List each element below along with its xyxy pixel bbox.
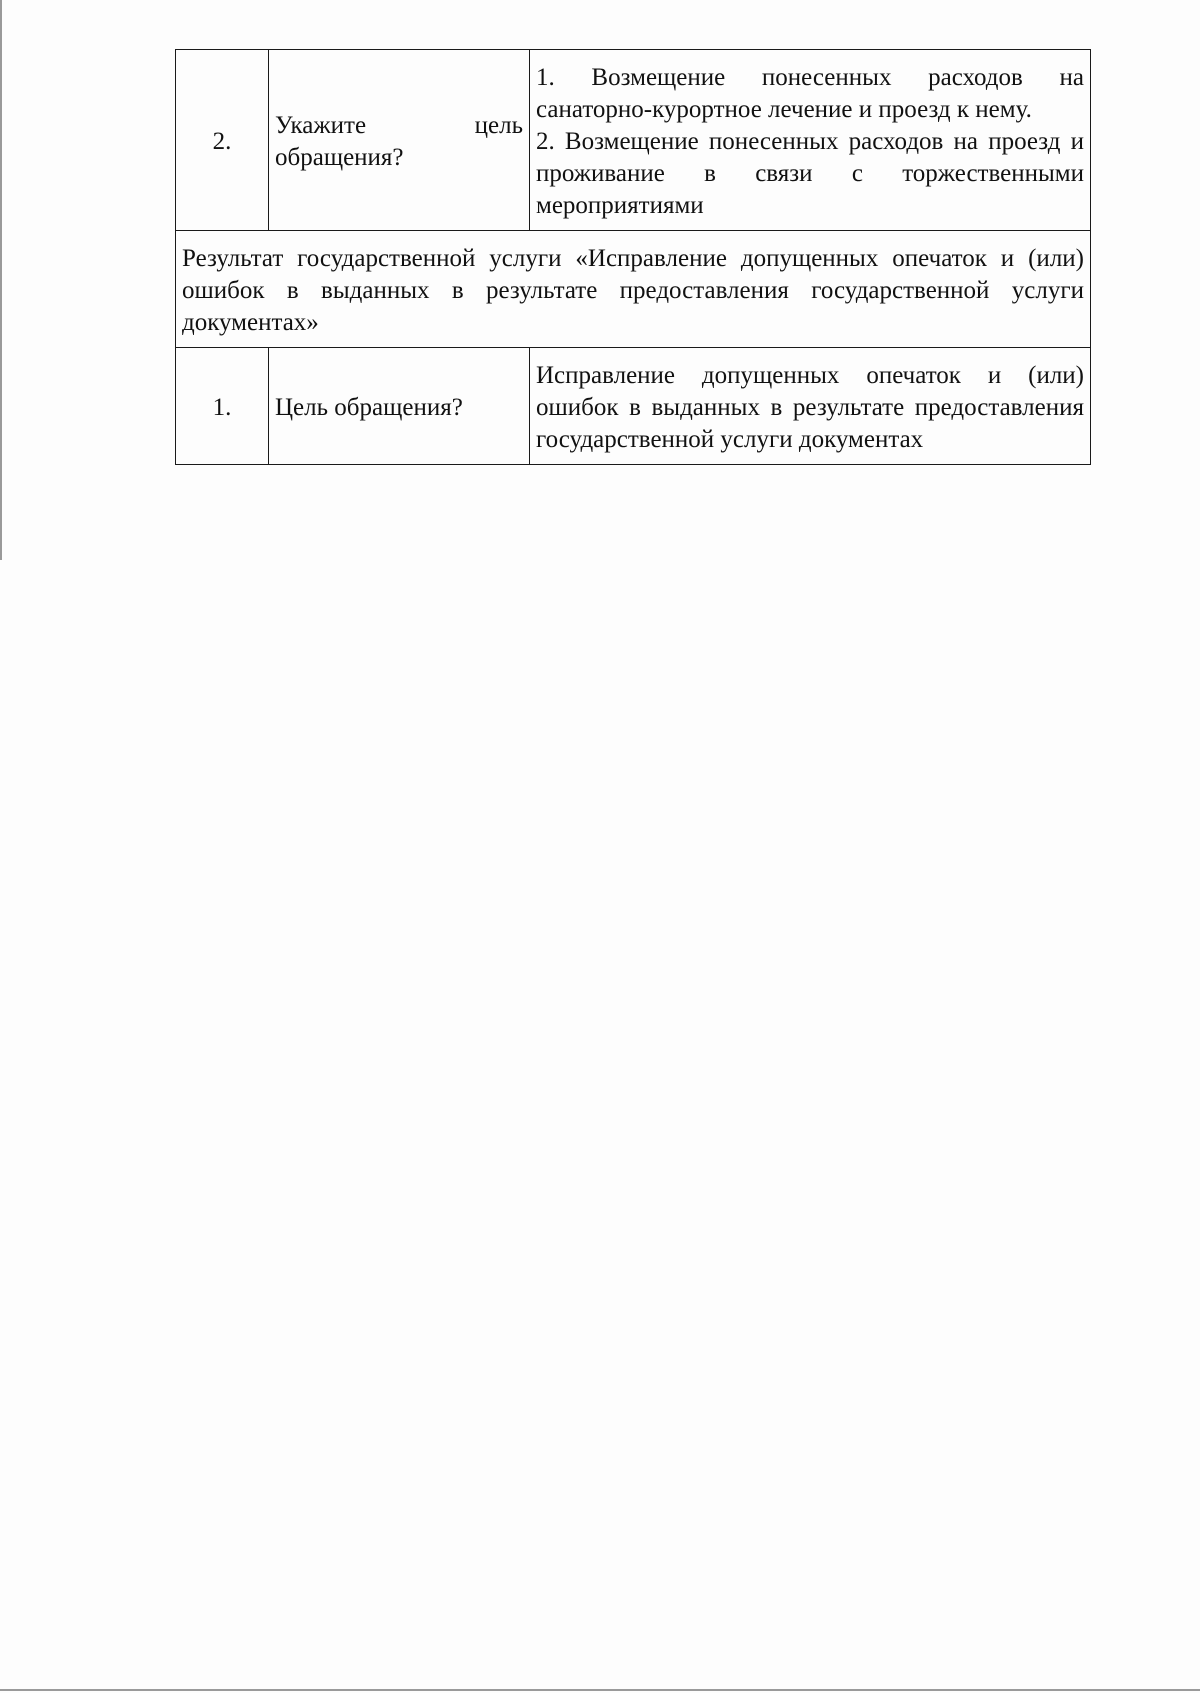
answer-cell: Исправление допущенных опечаток и (или) ошибок в выданных в результате предоставления государственной услуги документах xyxy=(530,348,1091,465)
scan-edge-left xyxy=(0,0,2,560)
section-heading: Результат государственной услуги «Исправление допущенных опечаток и (или) ошибок в выданных в результате предоставления государственной услуги документах» xyxy=(176,231,1091,348)
row-number: 2. xyxy=(176,50,269,231)
row-number: 1. xyxy=(176,348,269,465)
question-cell: Цель обращения? xyxy=(269,348,530,465)
question-cell: Укажите цель обращения? xyxy=(269,50,530,231)
answer-cell xyxy=(530,50,1091,231)
section-heading-row xyxy=(176,231,1091,348)
services-table xyxy=(175,49,1091,465)
answer-option-2: 2. Возмещение понесенных расходов на проезд и проживание в связи с торжественными мероприятиями xyxy=(536,128,1084,219)
answer-option-1: 1. Возмещение понесенных расходов на санаторно-курортное лечение и проезд к нему. xyxy=(536,64,1084,123)
scan-edge-bottom xyxy=(0,1689,1200,1691)
table-row xyxy=(176,50,1091,231)
table-row xyxy=(176,348,1091,465)
